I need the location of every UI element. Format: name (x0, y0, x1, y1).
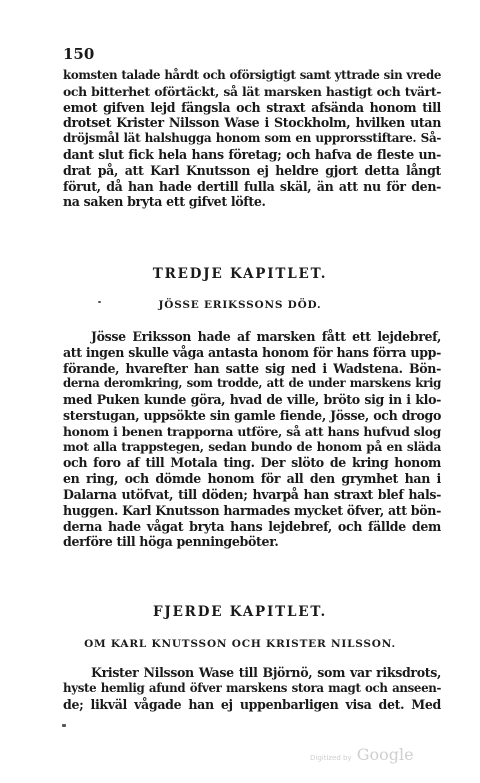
text-line: en ring, och dömde honom för all den grymhet han i (63, 471, 441, 487)
watermark-logo: Google (356, 745, 414, 764)
text-line: dant slut fick hela hans företag; och hafva de fleste un- (63, 146, 441, 162)
text-line: med Puken kunde göra, hvad de ville, bröto sig in i klo- (63, 392, 441, 408)
text-line: förut, då han hade dertill fulla skäl, än att nu för den- (63, 178, 441, 194)
chapter-title: FJERDE KAPITLET. (153, 604, 327, 620)
page-number: 150 (63, 45, 95, 63)
text-line: derna deromkring, som trodde, att de under marskens krig (63, 376, 441, 391)
text-line: att ingen skulle våga antasta honom för hans förra upp- (63, 344, 441, 360)
watermark-prefix: Digitized by (310, 754, 352, 762)
text-line: drat på, att Karl Knutsson ej heldre gjort detta långt (63, 162, 441, 178)
text-line: derna hade vågat bryta hans lejdebref, och fällde dem (63, 518, 441, 534)
paragraph-continued (63, 68, 441, 210)
text-line: och foro af till Motala ting. Der slöto de kring honom (63, 455, 441, 471)
text-line: na saken bryta ett gifvet löfte. (63, 194, 266, 210)
text-line: derföre till höga penningeböter. (63, 534, 279, 550)
text-line: Dalarna utöfvat, till döden; hvarpå han straxt blef hals- (63, 486, 441, 502)
digitizer-watermark (310, 745, 414, 764)
text-line: dröjsmål lät halshugga honom som en upprorsstiftare. Så- (63, 131, 441, 146)
text-line: drotset Krister Nilsson Wase i Stockholm, hvilken utan (63, 115, 441, 131)
text-line: förande, hvarefter han satte sig ned i Wadstena. Bön- (63, 360, 441, 376)
text-line: hyste hemlig afund öfver marskens stora magt och anseen- (63, 680, 441, 695)
chapter-subtitle: JÖSSE ERIKSSONS DÖD. (158, 299, 322, 311)
text-line: Krister Nilsson Wase till Björnö, som var riksdrots, (91, 665, 441, 680)
text-line: de; likväl vågade han ej uppenbarligen visa det. Med (63, 696, 441, 712)
chapter-4-body (63, 665, 441, 712)
text-line: honom i benen trapporna utföre, så att hans hufvud slog (63, 423, 441, 439)
text-line: huggen. Karl Knutsson harmades mycket öfver, att bön- (63, 502, 441, 518)
text-line: sterstugan, uppsökte sin gamle fiende, Jösse, och drogo (63, 407, 441, 423)
text-line: komsten talade hårdt och oförsigtigt samt yttrade sin vrede (63, 68, 441, 82)
print-speck (62, 724, 66, 727)
chapter-title: TREDJE KAPITLET. (152, 266, 328, 282)
text-line: emot gifven lejd fängsla och straxt afsända honom till (63, 99, 441, 115)
text-line: Jösse Eriksson hade af marsken fått ett lejdebref, (91, 329, 441, 344)
chapter-subtitle: OM KARL KNUTSSON OCH KRISTER NILSSON. (84, 638, 396, 650)
chapter-3-body (63, 329, 441, 550)
text-line: och bitterhet oförtäckt, så lät marsken hastigt och tvärt- (63, 83, 441, 99)
text-line: mot alla trappstegen, sedan bundo de honom på en släda (63, 439, 441, 454)
